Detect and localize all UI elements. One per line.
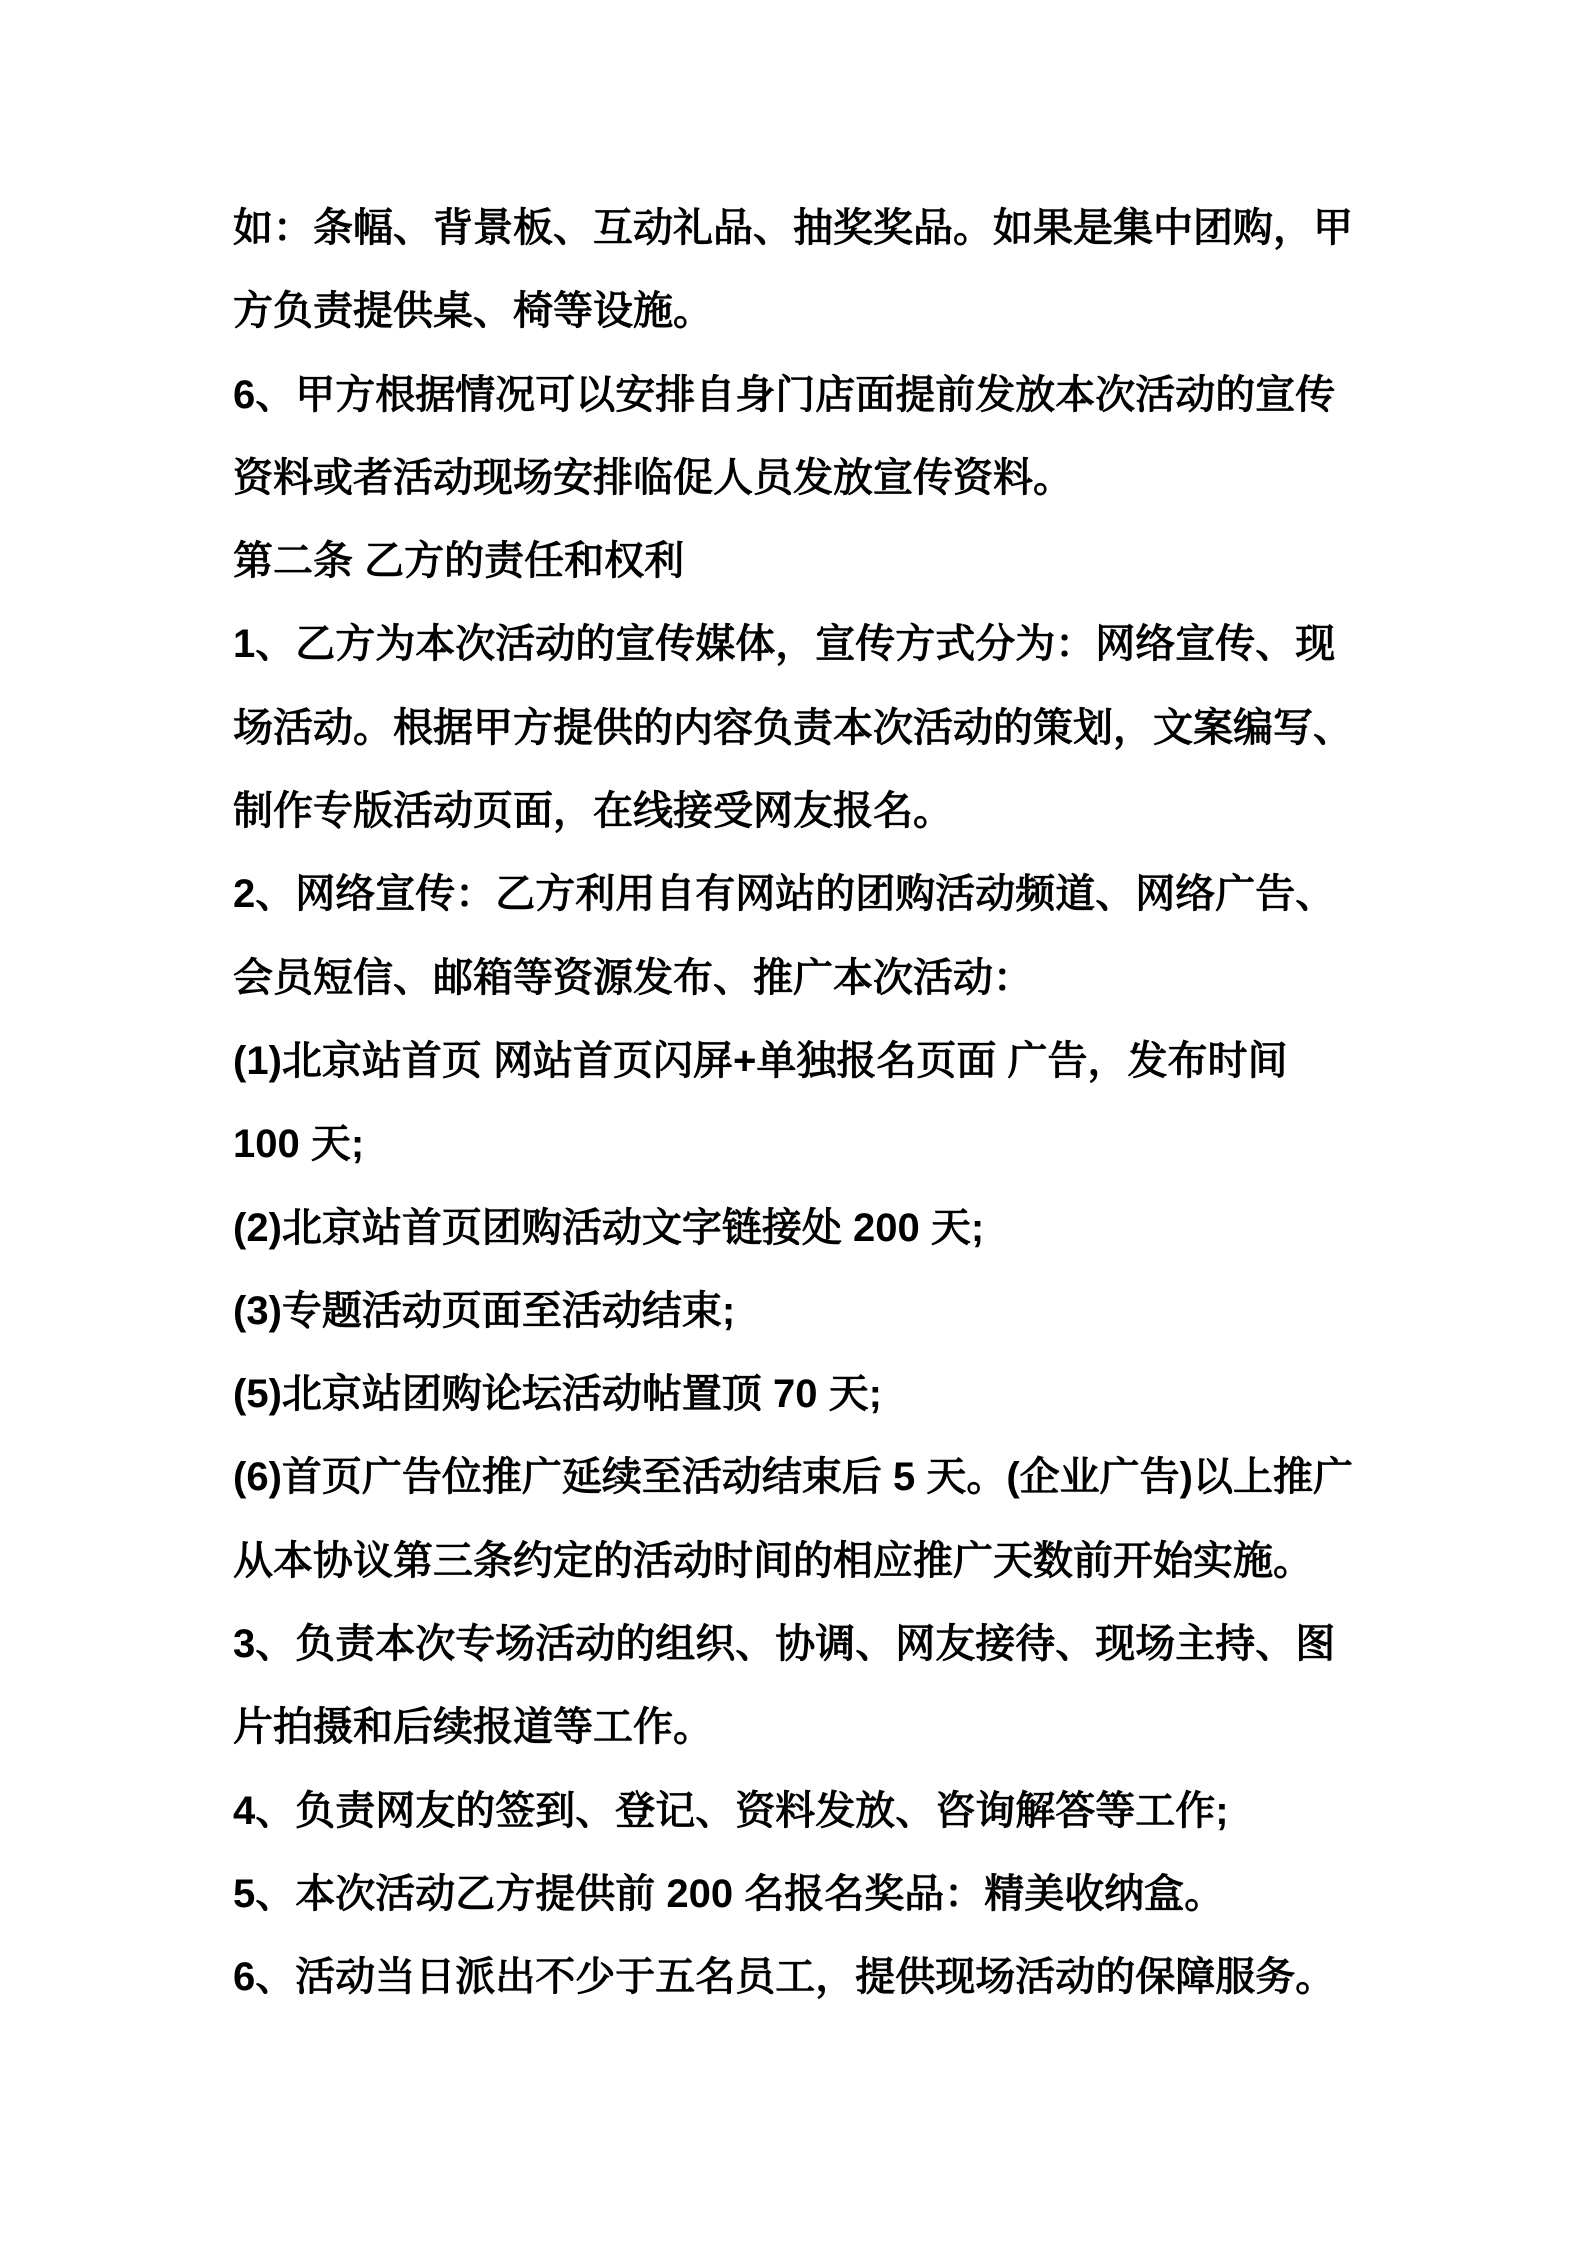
text-line: (5)北京站团购论坛活动帖置顶 70 天; (233, 1372, 882, 1417)
text-line: 从本协议第三条约定的活动时间的相应推广天数前开始实施。 (233, 1538, 1313, 1583)
text-line: (6)首页广告位推广延续至活动结束后 5 天。(企业广告)以上推广 (233, 1455, 1353, 1500)
text-line: 5、本次活动乙方提供前 200 名报名奖品：精美收纳盒。 (233, 1871, 1225, 1916)
text-line: 片拍摄和后续报道等工作。 (233, 1705, 713, 1750)
text-line: 100 天; (233, 1122, 365, 1167)
text-line: 如：条幅、背景板、互动礼品、抽奖奖品。如果是集中团购，甲 (233, 206, 1353, 250)
text-line: 会员短信、邮箱等资源发布、推广本次活动： (233, 955, 1033, 1000)
text-line: (2)北京站首页团购活动文字链接处 200 天; (233, 1205, 985, 1250)
text-line: 6、活动当日派出不少于五名员工，提供现场活动的保障服务。 (233, 1955, 1336, 2000)
text-line: 场活动。根据甲方提供的内容负责本次活动的策划，文案编写、 (233, 705, 1353, 750)
text-line: (3)专题活动页面至活动结束; (233, 1288, 736, 1333)
text-line: 3、负责本次专场活动的组织、协调、网友接待、现场主持、图 (233, 1622, 1336, 1667)
document-content (233, 187, 1486, 2020)
text-line: 第二条 乙方的责任和权利 (233, 539, 685, 584)
text-line: 6、甲方根据情况可以安排自身门店面提前发放本次活动的宣传 (233, 372, 1336, 417)
text-line: 1、乙方为本次活动的宣传媒体，宣传方式分为：网络宣传、现 (233, 622, 1336, 667)
text-line: (1)北京站首页 网站首页闪屏+单独报名页面 广告，发布时间 (233, 1038, 1288, 1083)
text-line: 4、负责网友的签到、登记、资料发放、咨询解答等工作; (233, 1788, 1229, 1833)
text-line: 2、网络宣传：乙方利用自有网站的团购活动频道、网络广告、 (233, 872, 1336, 917)
text-line: 制作专版活动页面，在线接受网友报名。 (233, 789, 953, 834)
text-line: 方负责提供桌、椅等设施。 (233, 289, 713, 334)
text-line: 资料或者活动现场安排临促人员发放宣传资料。 (233, 455, 1073, 500)
